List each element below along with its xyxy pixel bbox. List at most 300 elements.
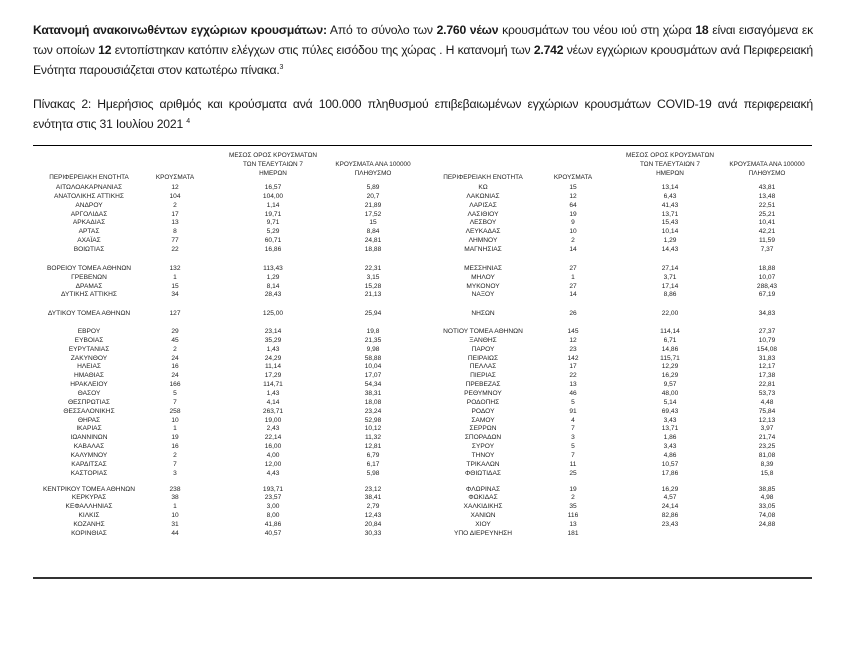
avg-7-days: 16,29: [661, 372, 679, 380]
per-100k: 8,84: [366, 228, 380, 236]
region-name: ΘΕΣΣΑΛΟΝΙΚΗΣ: [63, 407, 115, 415]
per-100k: 23,12: [364, 485, 382, 493]
cases-count: 132: [169, 264, 181, 272]
cases-count: 7: [173, 460, 177, 468]
header-per100k: ΚΡΟΥΣΜΑΤΑ ΑΝΑ 100000 ΠΛΗΘΥΣΜΟ: [729, 161, 805, 177]
region-name: ΗΜΑΘΙΑΣ: [74, 372, 104, 380]
region-name: ΑΙΤΩΛΟΑΚΑΡΝΑΝΙΑΣ: [55, 184, 123, 191]
avg-7-days: 23,57: [264, 494, 282, 502]
per-100k: 3,15: [366, 273, 380, 281]
region-name: ΘΑΣΟΥ: [77, 390, 101, 397]
header-avg7: ΜΕΣΟΣ ΟΡΟΣ ΚΡΟΥΣΜΑΤΩΝ ΤΩΝ ΤΕΛΕΥΤΑΙΩΝ 7 ΗΜΕΡΩΝ: [626, 152, 714, 177]
avg-7-days: 193,71: [262, 485, 284, 493]
region-name: ΚΕΦΑΛΛΗΝΙΑΣ: [65, 503, 113, 511]
cases-count: 5: [173, 390, 177, 397]
region-name: ΙΚΑΡΙΑΣ: [76, 425, 102, 433]
cases-count: 17: [171, 210, 179, 218]
footnote-marker: 3: [279, 63, 284, 71]
per-100k: 58,88: [364, 354, 382, 362]
cases-count: 45: [171, 336, 179, 344]
per-100k: 19,8: [366, 328, 380, 336]
cases-count: 15: [569, 184, 577, 191]
avg-7-days: 6,43: [663, 192, 677, 200]
per-100k: 43,81: [758, 184, 776, 191]
avg-7-days: 41,43: [661, 201, 679, 209]
cases-count: 10: [171, 512, 179, 520]
region-name: ΝΟΤΙΟΥ ΤΟΜΕΑ ΑΘΗΝΩΝ: [443, 328, 523, 336]
region-name: ΝΗΣΩΝ: [471, 309, 495, 317]
per-100k: 4,98: [760, 494, 774, 502]
per-100k: 9,98: [366, 345, 380, 353]
region-name: ΑΡΓΟΛΙΔΑΣ: [70, 210, 108, 218]
region-name: ΔΡΑΜΑΣ: [75, 282, 103, 290]
avg-7-days: 69,43: [661, 407, 679, 415]
per-100k: 67,19: [758, 291, 776, 299]
per-100k: 38,31: [364, 390, 382, 397]
cases-count: 35: [569, 503, 577, 511]
per-100k: 22,51: [758, 201, 776, 209]
cases-count: 22: [569, 372, 577, 380]
region-name: ΛΑΚΩΝΙΑΣ: [466, 192, 500, 200]
per-100k: 6,17: [366, 460, 380, 468]
cases-count: 77: [171, 237, 179, 245]
region-name: ΒΟΡΕΙΟΥ ΤΟΜΕΑ ΑΘΗΝΩΝ: [46, 264, 132, 272]
avg-7-days: 48,00: [661, 390, 679, 397]
avg-7-days: 263,71: [262, 407, 284, 415]
region-name: ΗΛΕΙΑΣ: [77, 363, 101, 371]
per-100k: 17,07: [364, 372, 382, 380]
avg-7-days: 19,00: [264, 416, 282, 424]
avg-7-days: 23,14: [264, 328, 282, 336]
avg-7-days: 13,71: [661, 210, 679, 218]
region-name: ΤΗΝΟΥ: [471, 451, 495, 459]
region-name: ΣΕΡΡΩΝ: [469, 425, 497, 433]
per-100k: 15: [369, 219, 377, 227]
per-100k: 12,43: [364, 512, 382, 520]
region-name: ΧΙΟΥ: [475, 520, 491, 528]
cases-count: 2: [571, 237, 575, 245]
per-100k: 24,88: [758, 520, 776, 528]
region-name: ΣΥΡΟΥ: [471, 443, 495, 451]
cases-count: 14: [569, 245, 577, 253]
region-name: ΚΕΝΤΡΙΚΟΥ ΤΟΜΕΑ ΑΘΗΝΩΝ: [43, 485, 135, 493]
avg-7-days: 6,71: [663, 336, 677, 344]
per-100k: 81,08: [758, 451, 776, 459]
region-name: ΔΥΤΙΚΟΥ ΤΟΜΕΑ ΑΘΗΝΩΝ: [47, 309, 131, 317]
cases-count: 29: [171, 328, 179, 336]
region-name: ΗΡΑΚΛΕΙΟΥ: [70, 381, 108, 389]
cases-count: 10: [171, 416, 179, 424]
avg-7-days: 3,00: [266, 503, 280, 511]
avg-7-days: 9,71: [266, 219, 280, 227]
cases-count: 12: [569, 336, 577, 344]
region-name: ΧΑΛΚΙΔΙΚΗΣ: [463, 503, 503, 511]
cases-count: 38: [171, 494, 179, 502]
avg-7-days: 113,43: [263, 264, 283, 272]
imported-cases: 18: [695, 23, 709, 37]
region-name: ΒΟΙΩΤΙΑΣ: [73, 245, 105, 253]
cases-count: 3: [571, 434, 575, 442]
per-100k: 25,94: [364, 309, 382, 317]
per-100k: 8,39: [760, 460, 774, 468]
per-100k: 154,08: [756, 345, 778, 353]
avg-7-days: 12,00: [264, 460, 282, 468]
avg-7-days: 1,14: [266, 201, 280, 209]
per-100k: 21,13: [364, 291, 382, 299]
avg-7-days: 3,43: [663, 443, 677, 451]
cases-count: 1: [571, 273, 575, 281]
avg-7-days: 12,29: [661, 363, 679, 371]
avg-7-days: 22,14: [264, 434, 282, 442]
region-name: ΜΑΓΝΗΣΙΑΣ: [464, 245, 502, 253]
header-avg7: ΜΕΣΟΣ ΟΡΟΣ ΚΡΟΥΣΜΑΤΩΝ ΤΩΝ ΤΕΛΕΥΤΑΙΩΝ 7 ΗΜΕΡΩΝ: [229, 152, 317, 177]
avg-7-days: 19,71: [264, 210, 282, 218]
per-100k: 13,48: [758, 192, 776, 200]
cases-count: 7: [173, 398, 177, 406]
cases-count: 104: [169, 192, 181, 200]
cases-count: 14: [569, 291, 577, 299]
avg-7-days: 16,86: [264, 245, 282, 253]
cases-count: 2: [173, 345, 177, 353]
cases-count: 145: [567, 328, 579, 336]
footnote-marker: 4: [186, 117, 190, 125]
per-100k: 25,21: [758, 210, 776, 218]
cases-count: 17: [569, 363, 577, 371]
region-name: ΓΡΕΒΕΝΩΝ: [71, 273, 107, 281]
cases-count: 19: [171, 434, 179, 442]
avg-7-days: 5,14: [663, 398, 677, 406]
avg-7-days: 17,29: [264, 372, 282, 380]
avg-7-days: 8,00: [266, 512, 280, 520]
per-100k: 5,89: [366, 184, 380, 191]
cases-count: 31: [171, 520, 179, 528]
avg-7-days: 16,29: [661, 485, 679, 493]
region-name: ΛΕΥΚΑΔΑΣ: [465, 228, 501, 236]
header-cases: ΚΡΟΥΣΜΑΤΑ: [155, 174, 195, 181]
per-100k: 12,13: [758, 416, 776, 424]
per-100k: 20,7: [366, 192, 380, 200]
avg-7-days: 1,29: [663, 237, 677, 245]
per-100k: 4,48: [760, 398, 774, 406]
cases-count: 27: [569, 264, 577, 272]
avg-7-days: 2,43: [266, 425, 280, 433]
region-name: ΔΥΤΙΚΗΣ ΑΤΤΙΚΗΣ: [61, 291, 117, 299]
region-name: ΞΑΝΘΗΣ: [469, 336, 497, 344]
avg-7-days: 28,43: [264, 291, 282, 299]
per-100k: 2,79: [366, 503, 380, 511]
region-name: ΛΗΜΝΟΥ: [468, 237, 498, 245]
cases-count: 2: [173, 451, 177, 459]
per-100k: 17,52: [364, 210, 382, 218]
per-100k: 74,08: [758, 512, 776, 520]
avg-7-days: 13,14: [661, 184, 679, 191]
cases-count: 22: [171, 245, 179, 253]
avg-7-days: 16,00: [264, 443, 282, 451]
region-name: ΕΒΡΟΥ: [77, 328, 101, 336]
region-name: ΜΕΣΣΗΝΙΑΣ: [464, 264, 502, 272]
avg-7-days: 24,29: [264, 354, 282, 362]
cases-count: 181: [567, 529, 579, 537]
per-100k: 54,34: [364, 381, 382, 389]
intro-heading: Κατανομή ανακοινωθέντων εγχώριων κρουσμάτων:: [33, 23, 327, 37]
region-name: ΚΩ: [478, 184, 488, 191]
cases-count: 12: [569, 192, 577, 200]
avg-7-days: 16,57: [264, 184, 282, 191]
per-100k: 10,79: [758, 336, 776, 344]
avg-7-days: 104,00: [262, 192, 284, 200]
region-name: ΠΙΕΡΙΑΣ: [470, 372, 496, 380]
cases-count: 15: [171, 282, 179, 290]
cases-count: 13: [569, 381, 577, 389]
total-new-cases: 2.760 νέων: [436, 23, 499, 37]
per-100k: 38,41: [364, 494, 382, 502]
per-100k: 23,24: [364, 407, 382, 415]
region-name: ΠΑΡΟΥ: [471, 345, 495, 353]
region-name: ΦΩΚΙΔΑΣ: [468, 494, 498, 502]
per-100k: 11,32: [364, 434, 381, 442]
header-region: ΠΕΡΙΦΕΡΕΙΑΚΗ ΕΝΟΤΗΤΑ: [443, 174, 523, 181]
avg-7-days: 8,14: [266, 282, 280, 290]
avg-7-days: 115,71: [660, 354, 680, 362]
cases-count: 7: [571, 451, 575, 459]
avg-7-days: 60,71: [264, 237, 282, 245]
region-name: ΕΥΡΥΤΑΝΙΑΣ: [68, 345, 110, 353]
cases-count: 166: [169, 381, 181, 389]
avg-7-days: 9,57: [663, 381, 677, 389]
cases-count: 16: [171, 443, 179, 451]
per-100k: 18,88: [758, 264, 776, 272]
region-name: ΧΑΝΙΩΝ: [470, 512, 496, 520]
region-name: ΚΑΒΑΛΑΣ: [73, 443, 105, 451]
region-name: ΣΑΜΟΥ: [471, 416, 495, 424]
avg-7-days: 82,86: [661, 512, 679, 520]
avg-7-days: 40,57: [264, 529, 282, 537]
avg-7-days: 22,00: [661, 309, 679, 317]
region-name: ΑΡΚΑΔΙΑΣ: [72, 219, 106, 227]
per-100k: 11,59: [758, 237, 775, 245]
region-name: ΑΧΑΪΑΣ: [77, 237, 101, 245]
cases-count: 4: [571, 416, 575, 424]
cases-count: 13: [569, 520, 577, 528]
per-100k: 33,05: [758, 503, 776, 511]
header-region: ΠΕΡΙΦΕΡΕΙΑΚΗ ΕΝΟΤΗΤΑ: [49, 174, 129, 181]
per-100k: 5,98: [366, 469, 380, 477]
cases-count: 27: [569, 282, 577, 290]
cases-count: 26: [569, 309, 577, 317]
cases-count: 9: [571, 219, 575, 227]
cases-count: 12: [171, 184, 179, 191]
avg-7-days: 114,71: [263, 381, 283, 389]
cases-count: 127: [169, 309, 181, 317]
avg-7-days: 1,29: [266, 273, 280, 281]
cases-count: 5: [571, 443, 575, 451]
cases-count: 1: [173, 503, 177, 511]
avg-7-days: 10,14: [661, 228, 679, 236]
avg-7-days: 35,29: [264, 336, 282, 344]
cases-count: 238: [169, 485, 181, 493]
header-cases: ΚΡΟΥΣΜΑΤΑ: [553, 174, 593, 181]
per-100k: 3,97: [760, 425, 774, 433]
region-name: ΜΗΛΟΥ: [471, 273, 495, 281]
avg-7-days: 4,86: [663, 451, 677, 459]
per-100k: 12,81: [364, 443, 382, 451]
region-name: ΡΟΔΟΠΗΣ: [466, 398, 500, 406]
avg-7-days: 114,14: [660, 328, 680, 336]
cases-count: 44: [171, 529, 179, 537]
header-per100k: ΚΡΟΥΣΜΑΤΑ ΑΝΑ 100000 ΠΛΗΘΥΣΜΟ: [335, 161, 411, 177]
avg-7-days: 1,43: [266, 390, 280, 397]
region-name: ΝΑΞΟΥ: [471, 291, 495, 299]
per-100k: 15,8: [760, 469, 774, 477]
region-name: ΚΑΡΔΙΤΣΑΣ: [71, 460, 107, 468]
per-100k: 30,33: [364, 529, 382, 537]
cases-count: 8: [173, 228, 177, 236]
avg-7-days: 4,57: [663, 494, 677, 502]
avg-7-days: 4,14: [266, 398, 280, 406]
region-name: ΜΥΚΟΝΟΥ: [466, 282, 500, 290]
cases-count: 2: [173, 201, 177, 209]
avg-7-days: 8,86: [663, 291, 677, 299]
per-100k: 23,25: [758, 443, 776, 451]
domestic-cases: 2.742: [533, 43, 564, 57]
cases-count: 91: [569, 407, 577, 415]
region-name: ΡΟΔΟΥ: [471, 407, 495, 415]
region-name: ΘΕΣΠΡΩΤΙΑΣ: [67, 398, 111, 406]
per-100k: 21,74: [758, 434, 776, 442]
avg-7-days: 10,57: [661, 460, 679, 468]
per-100k: 52,98: [364, 416, 382, 424]
cases-count: 142: [567, 354, 579, 362]
cases-count: 34: [171, 291, 179, 299]
per-100k: 38,85: [758, 485, 776, 493]
region-name: ΕΥΒΟΙΑΣ: [74, 336, 104, 344]
region-name: ΑΝΔΡΟΥ: [75, 201, 103, 209]
region-name: ΠΡΕΒΕΖΑΣ: [465, 381, 501, 389]
cases-count: 10: [569, 228, 577, 236]
region-name: ΤΡΙΚΑΛΩΝ: [466, 460, 500, 468]
per-100k: 24,81: [364, 237, 382, 245]
intro-paragraph: Κατανομή ανακοινωθέντων εγχώριων κρουσμάτων: Από το σύνολο των 2.760 νέων κρουσμάτων του νέου ιού στη χώρα 18 είναι εισαγόμενα εκ των οποίων 12 εντοπίστηκαν κατόπιν ελέγχων στις πύλες εισόδου της χώρας . Η κατανομή των 2.742 νέων εγχώριων κρουσμάτων ανά Περιφερειακή Ενότητα παρουσιάζεται στον κατωτέρω πίνακα.$^3$: [33, 23, 814, 77]
avg-7-days: 4,43: [266, 469, 280, 477]
per-100k: 21,89: [364, 201, 382, 209]
avg-7-days: 3,43: [663, 416, 677, 424]
table-caption: Πίνακας 2: Ημερήσιος αριθμός και κρούσματα ανά 100.000 πληθυσμού επιβεβαιωμένων εγχώριων κρουσμάτων COVID-19 ανά περιφερειακή ενότητα στις 31 Ιουλίου 2021 $^4$: [33, 97, 813, 131]
region-name: ΣΠΟΡΑΔΩΝ: [464, 434, 502, 442]
per-100k: 21,35: [364, 336, 382, 344]
cases-count: 23: [569, 345, 577, 353]
cases-count: 1: [173, 273, 177, 281]
region-name: ΛΕΣΒΟΥ: [469, 219, 497, 227]
per-100k: 10,04: [364, 363, 382, 371]
region-name: ΙΩΑΝΝΙΝΩΝ: [70, 434, 108, 442]
cases-count: 116: [567, 512, 579, 520]
region-name: ΥΠΟ ΔΙΕΡΕΥΝΗΣΗ: [454, 529, 512, 537]
cases-count: 19: [569, 210, 577, 218]
per-100k: 10,07: [758, 273, 776, 281]
per-100k: 10,41: [758, 219, 776, 227]
table-top-rule: [33, 145, 812, 146]
avg-7-days: 5,29: [266, 228, 280, 236]
avg-7-days: 24,14: [661, 503, 679, 511]
per-100k: 18,08: [364, 398, 382, 406]
per-100k: 12,17: [758, 363, 776, 371]
per-100k: 6,79: [366, 451, 380, 459]
per-100k: 34,83: [758, 309, 776, 317]
avg-7-days: 3,71: [663, 273, 677, 281]
region-name: ΛΑΡΙΣΑΣ: [469, 201, 497, 209]
avg-7-days: 13,71: [661, 425, 679, 433]
region-name: ΚΕΡΚΥΡΑΣ: [71, 494, 107, 502]
per-100k: 31,83: [758, 354, 776, 362]
cases-count: 24: [171, 372, 179, 380]
region-name: ΡΕΘΥΜΝΟΥ: [464, 390, 502, 397]
cases-count: 16: [171, 363, 179, 371]
avg-7-days: 1,86: [663, 434, 677, 442]
cases-count: 258: [169, 407, 181, 415]
cases-count: 1: [173, 425, 177, 433]
per-100k: 22,31: [364, 264, 382, 272]
cases-count: 25: [569, 469, 577, 477]
region-name: ΚΑΣΤΟΡΙΑΣ: [70, 469, 108, 477]
region-name: ΦΘΙΩΤΙΔΑΣ: [465, 469, 501, 477]
cases-count: 19: [569, 485, 577, 493]
region-name: ΛΑΣΙΘΙΟΥ: [467, 210, 499, 218]
region-name: ΑΝΑΤΟΛΙΚΗΣ ΑΤΤΙΚΗΣ: [54, 192, 124, 200]
cases-count: 7: [571, 425, 575, 433]
region-name: ΚΙΛΚΙΣ: [78, 512, 100, 520]
avg-7-days: 125,00: [262, 309, 284, 317]
per-100k: 20,84: [364, 520, 382, 528]
cases-count: 24: [171, 354, 179, 362]
region-name: ΘΗΡΑΣ: [77, 416, 101, 424]
avg-7-days: 27,14: [661, 264, 679, 272]
per-100k: 42,21: [758, 228, 776, 236]
avg-7-days: 11,14: [264, 363, 281, 371]
avg-7-days: 17,14: [661, 282, 679, 290]
region-name: ΦΛΩΡΙΝΑΣ: [465, 485, 501, 493]
avg-7-days: 4,00: [266, 451, 280, 459]
region-name: ΚΟΖΑΝΗΣ: [73, 520, 105, 528]
per-100k: 17,38: [758, 372, 776, 380]
per-100k: 22,81: [758, 381, 776, 389]
per-100k: 288,43: [756, 282, 778, 290]
per-100k: 27,37: [758, 328, 776, 336]
region-name: ΠΕΙΡΑΙΩΣ: [467, 354, 499, 362]
cases-count: 2: [571, 494, 575, 502]
per-100k: 10,12: [364, 425, 382, 433]
cases-count: 64: [569, 201, 577, 209]
region-name: ΚΑΛΥΜΝΟΥ: [70, 451, 108, 459]
cases-count: 13: [171, 219, 179, 227]
avg-7-days: 41,86: [264, 520, 282, 528]
region-name: ΚΟΡΙΝΘΙΑΣ: [71, 529, 107, 537]
region-name: ΖΑΚΥΝΘΟΥ: [70, 354, 108, 362]
cases-count: 3: [173, 469, 177, 477]
cases-count: 5: [571, 398, 575, 406]
region-name: ΑΡΤΑΣ: [78, 228, 100, 236]
table-bottom-rule: [33, 577, 812, 579]
cases-count: 46: [569, 390, 577, 397]
region-name: ΠΕΛΛΑΣ: [469, 363, 497, 371]
avg-7-days: 15,43: [661, 219, 679, 227]
per-100k: 7,37: [760, 245, 774, 253]
avg-7-days: 14,86: [661, 345, 679, 353]
per-100k: 18,88: [364, 245, 382, 253]
per-100k: 15,28: [364, 282, 382, 290]
per-100k: 75,84: [758, 407, 776, 415]
avg-7-days: 23,43: [661, 520, 679, 528]
cases-count: 11: [569, 460, 577, 468]
